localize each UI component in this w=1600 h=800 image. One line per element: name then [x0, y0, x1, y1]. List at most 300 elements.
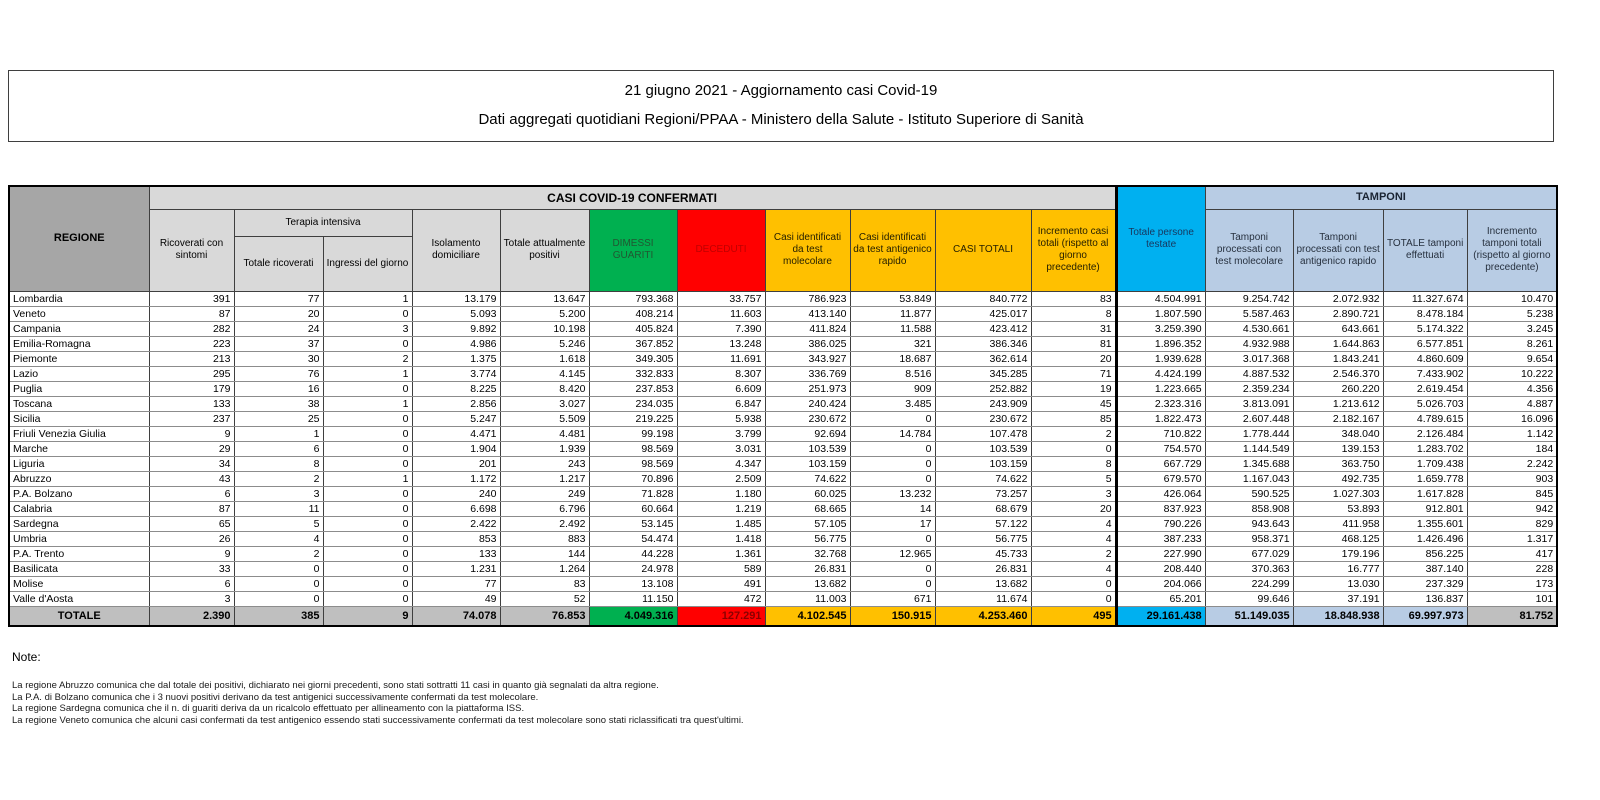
value-cell: 10.470: [1467, 291, 1557, 306]
value-cell: 4.504.991: [1116, 291, 1205, 306]
value-cell: 754.570: [1116, 441, 1205, 456]
value-cell: 408.214: [589, 306, 677, 321]
value-cell: 1.213.612: [1293, 396, 1383, 411]
value-cell: 1.264: [500, 561, 589, 576]
value-cell: 1.144.549: [1205, 441, 1293, 456]
value-cell: 13.179: [412, 291, 500, 306]
table-row: [9, 441, 1557, 456]
value-cell: 43: [149, 471, 234, 486]
value-cell: 53.145: [589, 516, 677, 531]
value-cell: 491: [677, 576, 765, 591]
value-cell: 230.672: [935, 411, 1031, 426]
total-value-cell: 4.049.316: [589, 606, 677, 626]
value-cell: 0: [234, 561, 323, 576]
value-cell: 468.125: [1293, 531, 1383, 546]
value-cell: 903: [1467, 471, 1557, 486]
value-cell: 345.285: [935, 366, 1031, 381]
value-cell: 11.691: [677, 351, 765, 366]
value-cell: 3.774: [412, 366, 500, 381]
value-cell: 0: [850, 456, 935, 471]
value-cell: 5.093: [412, 306, 500, 321]
col-header-deceduti: DECEDUTI: [677, 209, 765, 291]
total-value-cell: 4.102.545: [765, 606, 850, 626]
region-name: Emilia-Romagna: [9, 336, 149, 351]
region-name: Sardegna: [9, 516, 149, 531]
value-cell: 13.682: [935, 576, 1031, 591]
value-cell: 1.939.628: [1116, 351, 1205, 366]
value-cell: 52: [500, 591, 589, 606]
value-cell: 1.659.778: [1383, 471, 1467, 486]
value-cell: 829: [1467, 516, 1557, 531]
value-cell: 7.433.902: [1383, 366, 1467, 381]
value-cell: 98.569: [589, 441, 677, 456]
value-cell: 13.108: [589, 576, 677, 591]
value-cell: 77: [234, 291, 323, 306]
value-cell: 4.887: [1467, 396, 1557, 411]
value-cell: 136.837: [1383, 591, 1467, 606]
table-row: [9, 321, 1557, 336]
value-cell: 0: [323, 306, 412, 321]
value-cell: 411.958: [1293, 516, 1383, 531]
value-cell: 3: [1031, 486, 1116, 501]
value-cell: 1.617.828: [1383, 486, 1467, 501]
region-name: Valle d'Aosta: [9, 591, 149, 606]
value-cell: 853: [412, 531, 500, 546]
value-cell: 1.223.665: [1116, 381, 1205, 396]
value-cell: 208.440: [1116, 561, 1205, 576]
value-cell: 942: [1467, 501, 1557, 516]
value-cell: 367.852: [589, 336, 677, 351]
value-cell: 6.698: [412, 501, 500, 516]
value-cell: 68.679: [935, 501, 1031, 516]
region-name: Calabria: [9, 501, 149, 516]
value-cell: 19: [1031, 381, 1116, 396]
value-cell: 223: [149, 336, 234, 351]
value-cell: 6.796: [500, 501, 589, 516]
value-cell: 16.096: [1467, 411, 1557, 426]
value-cell: 204.066: [1116, 576, 1205, 591]
value-cell: 3.017.368: [1205, 351, 1293, 366]
value-cell: 9.654: [1467, 351, 1557, 366]
value-cell: 1.807.590: [1116, 306, 1205, 321]
value-cell: 1.167.043: [1205, 471, 1293, 486]
value-cell: 1.345.688: [1205, 456, 1293, 471]
value-cell: 856.225: [1383, 546, 1467, 561]
region-name: Marche: [9, 441, 149, 456]
value-cell: 13.682: [765, 576, 850, 591]
table-row: [9, 411, 1557, 426]
value-cell: 4: [1031, 561, 1116, 576]
value-cell: 2: [323, 351, 412, 366]
value-cell: 348.040: [1293, 426, 1383, 441]
value-cell: 26.831: [935, 561, 1031, 576]
value-cell: 2.422: [412, 516, 500, 531]
value-cell: 17: [850, 516, 935, 531]
value-cell: 54.474: [589, 531, 677, 546]
value-cell: 0: [850, 576, 935, 591]
value-cell: 18.687: [850, 351, 935, 366]
band-header-casi-confermati: CASI COVID-19 CONFERMATI: [149, 186, 1116, 209]
col-header-tamponi-antigenico: Tamponi processati con test antigenico rapido: [1293, 209, 1383, 291]
value-cell: 417: [1467, 546, 1557, 561]
value-cell: 909: [850, 381, 935, 396]
value-cell: 14.784: [850, 426, 935, 441]
value-cell: 240: [412, 486, 500, 501]
value-cell: 0: [323, 561, 412, 576]
region-name: Piemonte: [9, 351, 149, 366]
region-name: Abruzzo: [9, 471, 149, 486]
value-cell: 8: [234, 456, 323, 471]
header-row-groups: [9, 209, 1557, 236]
value-cell: 8.307: [677, 366, 765, 381]
value-cell: 60.025: [765, 486, 850, 501]
value-cell: 8.261: [1467, 336, 1557, 351]
table-row: [9, 306, 1557, 321]
value-cell: 3.799: [677, 426, 765, 441]
value-cell: 4.424.199: [1116, 366, 1205, 381]
value-cell: 26.831: [765, 561, 850, 576]
value-cell: 5.938: [677, 411, 765, 426]
value-cell: 20: [1031, 501, 1116, 516]
value-cell: 4.986: [412, 336, 500, 351]
value-cell: 227.990: [1116, 546, 1205, 561]
value-cell: 179.196: [1293, 546, 1383, 561]
value-cell: 1: [234, 426, 323, 441]
value-cell: 0: [850, 411, 935, 426]
value-cell: 4.145: [500, 366, 589, 381]
value-cell: 1.939: [500, 441, 589, 456]
value-cell: 24.978: [589, 561, 677, 576]
value-cell: 243: [500, 456, 589, 471]
note-veneto: La regione Veneto comunica che alcuni casi confermati da test antigenico essendo stati successivamente confermati da test molecolare sono stati riclassificati tra quest'ultimi.: [12, 714, 744, 726]
value-cell: 92.694: [765, 426, 850, 441]
value-cell: 5: [1031, 471, 1116, 486]
value-cell: 3.259.390: [1116, 321, 1205, 336]
report-title-box: [8, 70, 1554, 142]
value-cell: 3.027: [500, 396, 589, 411]
col-header-ti-ingressi: Ingressi del giorno: [323, 236, 412, 291]
value-cell: 9.892: [412, 321, 500, 336]
value-cell: 426.064: [1116, 486, 1205, 501]
value-cell: 1.426.496: [1383, 531, 1467, 546]
value-cell: 103.539: [765, 441, 850, 456]
value-cell: 213: [149, 351, 234, 366]
value-cell: 4.471: [412, 426, 500, 441]
value-cell: 87: [149, 306, 234, 321]
value-cell: 1.172: [412, 471, 500, 486]
col-header-casi-molecolare: Casi identificati da test molecolare: [765, 209, 850, 291]
table-row: [9, 396, 1557, 411]
value-cell: 4.887.532: [1205, 366, 1293, 381]
value-cell: 11.588: [850, 321, 935, 336]
value-cell: 77: [412, 576, 500, 591]
value-cell: 219.225: [589, 411, 677, 426]
value-cell: 1.317: [1467, 531, 1557, 546]
value-cell: 56.775: [935, 531, 1031, 546]
value-cell: 671: [850, 591, 935, 606]
value-cell: 677.029: [1205, 546, 1293, 561]
value-cell: 103.539: [935, 441, 1031, 456]
value-cell: 5.174.322: [1383, 321, 1467, 336]
value-cell: 1: [323, 471, 412, 486]
value-cell: 710.822: [1116, 426, 1205, 441]
value-cell: 9.254.742: [1205, 291, 1293, 306]
value-cell: 411.824: [765, 321, 850, 336]
value-cell: 386.346: [935, 336, 1031, 351]
value-cell: 4.932.988: [1205, 336, 1293, 351]
value-cell: 83: [500, 576, 589, 591]
value-cell: 0: [234, 576, 323, 591]
value-cell: 1.896.352: [1116, 336, 1205, 351]
value-cell: 237.853: [589, 381, 677, 396]
value-cell: 10.222: [1467, 366, 1557, 381]
value-cell: 2.242: [1467, 456, 1557, 471]
value-cell: 1: [323, 366, 412, 381]
value-cell: 71.828: [589, 486, 677, 501]
value-cell: 133: [412, 546, 500, 561]
value-cell: 6.609: [677, 381, 765, 396]
total-value-cell: 74.078: [412, 606, 500, 626]
value-cell: 386.025: [765, 336, 850, 351]
value-cell: 99.646: [1205, 591, 1293, 606]
region-name: P.A. Trento: [9, 546, 149, 561]
value-cell: 81: [1031, 336, 1116, 351]
value-cell: 858.908: [1205, 501, 1293, 516]
value-cell: 2.546.370: [1293, 366, 1383, 381]
value-cell: 24: [234, 321, 323, 336]
value-cell: 590.525: [1205, 486, 1293, 501]
value-cell: 144: [500, 546, 589, 561]
value-cell: 252.882: [935, 381, 1031, 396]
total-value-cell: 18.848.938: [1293, 606, 1383, 626]
value-cell: 184: [1467, 441, 1557, 456]
value-cell: 0: [1031, 576, 1116, 591]
table-row: [9, 456, 1557, 471]
value-cell: 4.860.609: [1383, 351, 1467, 366]
value-cell: 74.622: [765, 471, 850, 486]
value-cell: 8: [1031, 456, 1116, 471]
value-cell: 32.768: [765, 546, 850, 561]
value-cell: 3.485: [850, 396, 935, 411]
value-cell: 4: [1031, 531, 1116, 546]
value-cell: 45.733: [935, 546, 1031, 561]
value-cell: 6: [149, 576, 234, 591]
value-cell: 224.299: [1205, 576, 1293, 591]
value-cell: 8.478.184: [1383, 306, 1467, 321]
table-row: [9, 546, 1557, 561]
value-cell: 3.813.091: [1205, 396, 1293, 411]
value-cell: 1.180: [677, 486, 765, 501]
value-cell: 260.220: [1293, 381, 1383, 396]
value-cell: 103.159: [765, 456, 850, 471]
value-cell: 912.801: [1383, 501, 1467, 516]
value-cell: 251.973: [765, 381, 850, 396]
value-cell: 0: [323, 516, 412, 531]
value-cell: 4.481: [500, 426, 589, 441]
value-cell: 2.323.316: [1116, 396, 1205, 411]
value-cell: 3: [234, 486, 323, 501]
total-value-cell: 29.161.438: [1116, 606, 1205, 626]
value-cell: 1.618: [500, 351, 589, 366]
value-cell: 0: [1031, 441, 1116, 456]
value-cell: 667.729: [1116, 456, 1205, 471]
value-cell: 5.246: [500, 336, 589, 351]
value-cell: 1.709.438: [1383, 456, 1467, 471]
value-cell: 845: [1467, 486, 1557, 501]
value-cell: 30: [234, 351, 323, 366]
value-cell: 0: [323, 531, 412, 546]
value-cell: 44.228: [589, 546, 677, 561]
value-cell: 790.226: [1116, 516, 1205, 531]
value-cell: 3: [323, 321, 412, 336]
col-header-attualmente-positivi: Totale attualmente positivi: [500, 209, 589, 291]
value-cell: 11.150: [589, 591, 677, 606]
value-cell: 1.822.473: [1116, 411, 1205, 426]
value-cell: 243.909: [935, 396, 1031, 411]
total-value-cell: 9: [323, 606, 412, 626]
region-name: Lazio: [9, 366, 149, 381]
value-cell: 1.361: [677, 546, 765, 561]
value-cell: 425.017: [935, 306, 1031, 321]
table-row: [9, 501, 1557, 516]
value-cell: 1.778.444: [1205, 426, 1293, 441]
value-cell: 0: [323, 426, 412, 441]
value-cell: 0: [1031, 591, 1116, 606]
region-name: Toscana: [9, 396, 149, 411]
band-header-tamponi: TAMPONI: [1205, 186, 1557, 209]
value-cell: 139.153: [1293, 441, 1383, 456]
col-header-tamponi-totale: TOTALE tamponi effettuati: [1383, 209, 1467, 291]
value-cell: 405.824: [589, 321, 677, 336]
value-cell: 33: [149, 561, 234, 576]
value-cell: 423.412: [935, 321, 1031, 336]
value-cell: 45: [1031, 396, 1116, 411]
value-cell: 20: [234, 306, 323, 321]
value-cell: 9: [149, 426, 234, 441]
value-cell: 1.843.241: [1293, 351, 1383, 366]
value-cell: 332.833: [589, 366, 677, 381]
total-value-cell: 127.291: [677, 606, 765, 626]
value-cell: 13.248: [677, 336, 765, 351]
total-value-cell: 150.915: [850, 606, 935, 626]
value-cell: 1.644.863: [1293, 336, 1383, 351]
value-cell: 1.217: [500, 471, 589, 486]
region-name: Friuli Venezia Giulia: [9, 426, 149, 441]
col-header-regione: REGIONE: [9, 186, 149, 291]
value-cell: 6: [234, 441, 323, 456]
value-cell: 1.219: [677, 501, 765, 516]
table-row: [9, 366, 1557, 381]
notes-section: [12, 650, 744, 726]
value-cell: 679.570: [1116, 471, 1205, 486]
table-row: [9, 336, 1557, 351]
value-cell: 4.347: [677, 456, 765, 471]
value-cell: 2: [1031, 426, 1116, 441]
value-cell: 5.587.463: [1205, 306, 1293, 321]
value-cell: 87: [149, 501, 234, 516]
value-cell: 2: [1031, 546, 1116, 561]
group-header-terapia-intensiva: Terapia intensiva: [234, 209, 412, 236]
table-row: [9, 561, 1557, 576]
value-cell: 4.356: [1467, 381, 1557, 396]
col-header-casi-totali: CASI TOTALI: [935, 209, 1031, 291]
total-value-cell: 81.752: [1467, 606, 1557, 626]
value-cell: 0: [850, 561, 935, 576]
value-cell: 1.027.303: [1293, 486, 1383, 501]
value-cell: 103.159: [935, 456, 1031, 471]
region-name: Sicilia: [9, 411, 149, 426]
col-header-incremento-casi: Incremento casi totali (rispetto al giorno precedente): [1031, 209, 1116, 291]
value-cell: 57.105: [765, 516, 850, 531]
value-cell: 943.643: [1205, 516, 1293, 531]
table-row: [9, 531, 1557, 546]
col-header-tamponi-molecolare: Tamponi processati con test molecolare: [1205, 209, 1293, 291]
value-cell: 8.420: [500, 381, 589, 396]
value-cell: 65: [149, 516, 234, 531]
value-cell: 25: [234, 411, 323, 426]
value-cell: 2: [234, 471, 323, 486]
value-cell: 37: [234, 336, 323, 351]
value-cell: 29: [149, 441, 234, 456]
value-cell: 343.927: [765, 351, 850, 366]
total-value-cell: 76.853: [500, 606, 589, 626]
value-cell: 37.191: [1293, 591, 1383, 606]
value-cell: 7.390: [677, 321, 765, 336]
value-cell: 0: [323, 441, 412, 456]
table-row: [9, 576, 1557, 591]
value-cell: 643.661: [1293, 321, 1383, 336]
value-cell: 6.847: [677, 396, 765, 411]
value-cell: 3.245: [1467, 321, 1557, 336]
value-cell: 101: [1467, 591, 1557, 606]
table-row: [9, 351, 1557, 366]
value-cell: 589: [677, 561, 765, 576]
value-cell: 14: [850, 501, 935, 516]
table-row: [9, 471, 1557, 486]
total-value-cell: 495: [1031, 606, 1116, 626]
value-cell: 13.232: [850, 486, 935, 501]
value-cell: 4.530.661: [1205, 321, 1293, 336]
value-cell: 793.368: [589, 291, 677, 306]
value-cell: 0: [323, 576, 412, 591]
value-cell: 2.126.484: [1383, 426, 1467, 441]
value-cell: 65.201: [1116, 591, 1205, 606]
value-cell: 387.233: [1116, 531, 1205, 546]
value-cell: 13.647: [500, 291, 589, 306]
value-cell: 282: [149, 321, 234, 336]
value-cell: 1.904: [412, 441, 500, 456]
value-cell: 9: [149, 546, 234, 561]
value-cell: 11.003: [765, 591, 850, 606]
value-cell: 958.371: [1205, 531, 1293, 546]
value-cell: 8: [1031, 306, 1116, 321]
value-cell: 5.509: [500, 411, 589, 426]
value-cell: 249: [500, 486, 589, 501]
value-cell: 0: [234, 591, 323, 606]
value-cell: 133: [149, 396, 234, 411]
table-row: [9, 291, 1557, 306]
value-cell: 883: [500, 531, 589, 546]
value-cell: 0: [323, 456, 412, 471]
value-cell: 5.200: [500, 306, 589, 321]
value-cell: 6: [149, 486, 234, 501]
value-cell: 33.757: [677, 291, 765, 306]
value-cell: 391: [149, 291, 234, 306]
note-sardegna: La regione Sardegna comunica che il n. di guariti deriva da un ricalcolo effettuato per allineamento con la piattaforma ISS.: [12, 703, 525, 715]
value-cell: 107.478: [935, 426, 1031, 441]
value-cell: 74.622: [935, 471, 1031, 486]
value-cell: 5: [234, 516, 323, 531]
